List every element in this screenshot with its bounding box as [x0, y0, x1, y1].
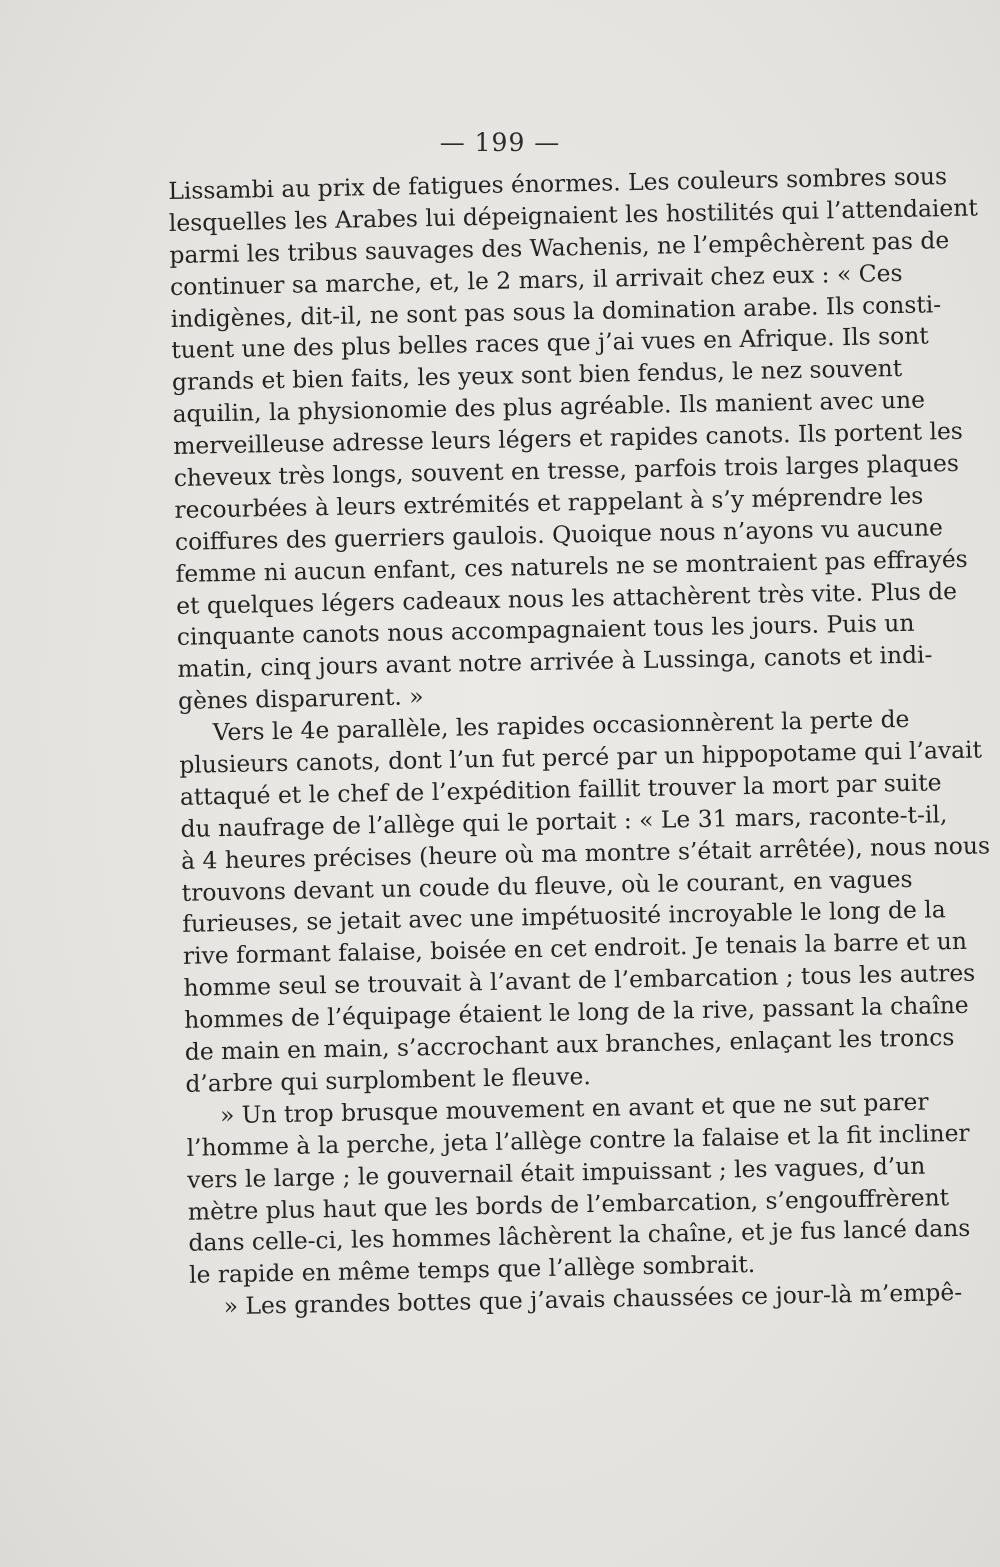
text-line: tuent une des plus belles races que j’ai vues en Afrique. Ils sont [171, 321, 929, 365]
text-line: matin, cinq jours avant notre arrivée à Lussinga, canots et indi- [177, 640, 933, 684]
text-line: merveilleuse adresse leurs légers et rapides canots. Ils portent les [172, 416, 964, 461]
text-line: trouvons devant un coude du fleuve, où le courant, en vagues [181, 864, 913, 907]
text-line: à 4 heures précises (heure où ma montre s’était arrêtée), nous nous [180, 831, 991, 875]
page-number: — 199 — [439, 128, 561, 157]
text-line: le rapide en même temps que l’allège sombrait. [188, 1250, 756, 1290]
text-line: femme ni aucun enfant, ces naturels ne se montraient pas effrayés [175, 544, 968, 588]
text-line: homme seul se trouvait à l’avant de l’embarcation ; tous les autres [183, 958, 976, 1003]
text-line: furieuses, se jetait avec une impétuosité incroyable le long de la [182, 895, 946, 939]
text-line: aquilin, la physionomie des plus agréable. Ils manient avec une [172, 385, 926, 429]
text-line: Vers le 4e parallèle, les rapides occasionnèrent la perte de [212, 705, 910, 747]
text-line: cinquante canots nous accompagnaient tous les jours. Puis un [176, 609, 915, 652]
text-line: parmi les tribus sauvages des Wachenis, ne l’empêchèrent pas de [169, 225, 950, 269]
text-line: lesquelles les Arabes lui dépeignaient les hostilités qui l’attendaient [168, 193, 978, 237]
body-text [168, 162, 991, 1324]
text-line: » Un trop brusque mouvement en avant et que ne sut parer [219, 1087, 929, 1129]
text-line: rive formant falaise, boisée en cet endroit. Je tenais la barre et un [182, 927, 968, 971]
text-line: dans celle-ci, les hommes lâchèrent la chaîne, et je fus lancé dans [188, 1214, 971, 1258]
text-line: vers le large ; le gouvernail était impuissant ; les vagues, d’un [186, 1151, 926, 1194]
text-line: gènes disparurent. » [177, 682, 424, 716]
text-line: recourbées à leurs extrémités et rappelant à s’y méprendre les [174, 481, 924, 524]
text-line: plusieurs canots, dont l’un fut percé par un hippopotame qui l’avait [179, 735, 983, 779]
text-line: Lissambi au prix de fatigues énormes. Les couleurs sombres sous [168, 162, 948, 205]
text-line: grands et bien faits, les yeux sont bien fendus, le nez souvent [171, 354, 903, 397]
text-line: » Les grandes bottes que j’avais chaussées ce jour-là m’empê- [223, 1278, 963, 1321]
text-line: et quelques légers cadeaux nous les attachèrent très vite. Plus de [175, 576, 958, 620]
text-line: mètre plus haut que les bords de l’embarcation, s’engouffrèrent [187, 1182, 950, 1226]
text-line: l’homme à la perche, jeta l’allège contre la falaise et la fit incliner [186, 1118, 970, 1162]
text-line: du naufrage de l’allège qui le portait : « Le 31 mars, raconte-t-il, [180, 799, 948, 843]
text-line: cheveux très longs, souvent en tresse, parfois trois larges plaques [173, 448, 960, 492]
text-line: indigènes, dit-il, ne sont pas sous la domination arabe. Ils consti- [170, 289, 942, 333]
text-line: d’arbre qui surplombent le fleuve. [185, 1061, 591, 1098]
text-line: de main en main, s’accrochant aux branches, enlaçant les troncs [184, 1023, 955, 1066]
text-line: hommes de l’équipage étaient le long de la rive, passant la chaîne [183, 990, 969, 1034]
text-line: continuer sa marche, et, le 2 mars, il arrivait chez eux : « Ces [169, 258, 903, 301]
text-line: coiffures des guerriers gaulois. Quoique nous n’ayons vu aucune [174, 512, 944, 556]
text-line: attaqué et le chef de l’expédition faillit trouver la mort par suite [179, 768, 942, 811]
